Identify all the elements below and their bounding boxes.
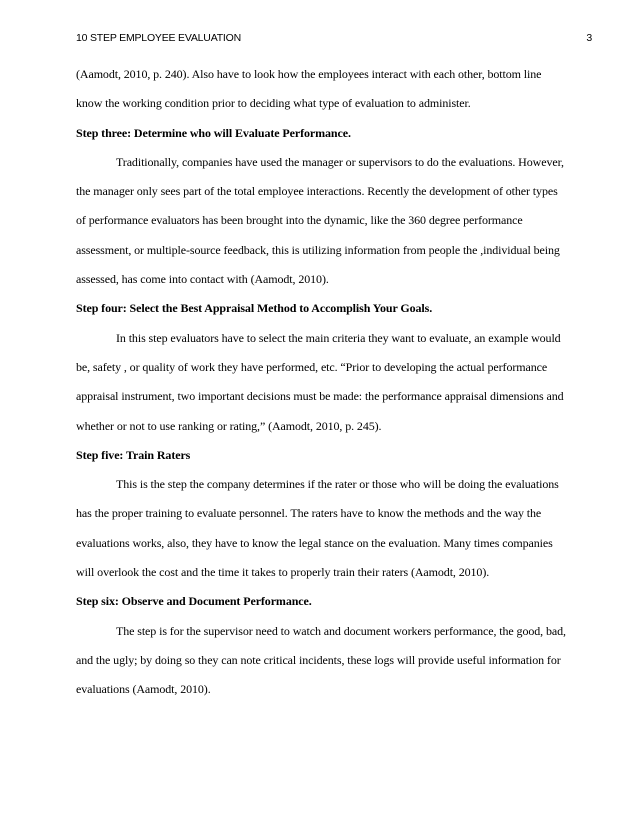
step-four-heading: Step four: Select the Best Appraisal Method to Accomplish Your Goals. <box>76 301 433 316</box>
paragraph-first-line: This is the step the company determines if the rater or those who will be doing the evaluations <box>116 477 559 492</box>
body-line: assessed, has come into contact with (Aamodt, 2010). <box>76 272 329 287</box>
body-line: of performance evaluators has been brought into the dynamic, like the 360 degree performance <box>76 213 523 228</box>
page-number: 3 <box>586 32 592 44</box>
body-line: and the ugly; by doing so they can note critical incidents, these logs will provide useful information for <box>76 652 561 667</box>
body-line: know the working condition prior to deciding what type of evaluation to administer. <box>76 96 471 111</box>
body-line: will overlook the cost and the time it takes to properly train their raters (Aamodt, 2010). <box>76 565 490 580</box>
body-line: has the proper training to evaluate personnel. The raters have to know the methods and the way the <box>76 506 542 521</box>
header-title: 10 STEP EMPLOYEE EVALUATION <box>76 32 241 44</box>
body-line: assessment, or multiple-source feedback, this is utilizing information from people the ,individual being <box>76 242 560 257</box>
body-line: be, safety , or quality of work they have performed, etc. “Prior to developing the actual performance <box>76 359 548 374</box>
running-header <box>76 32 592 48</box>
body-line: evaluations (Aamodt, 2010). <box>76 682 211 697</box>
paragraph-first-line: In this step evaluators have to select the main criteria they want to evaluate, an example would <box>116 330 561 345</box>
step-five-heading: Step five: Train Raters <box>76 447 191 462</box>
paragraph-first-line: The step is for the supervisor need to watch and document workers performance, the good, bad, <box>116 623 566 638</box>
body-line: (Aamodt, 2010, p. 240). Also have to look how the employees interact with each other, bottom line <box>76 67 542 81</box>
step-six-heading: Step six: Observe and Document Performance. <box>76 594 312 609</box>
paragraph-first-line: Traditionally, companies have used the manager or supervisors to do the evaluations. However, <box>116 154 564 169</box>
body-line: whether or not to use ranking or rating,” (Aamodt, 2010, p. 245). <box>76 418 382 433</box>
body-line: appraisal instrument, two important decisions must be made: the performance appraisal dimensions and <box>76 389 564 404</box>
document-body <box>76 60 592 705</box>
step-three-heading: Step three: Determine who will Evaluate Performance. <box>76 125 351 140</box>
body-line: evaluations works, also, they have to know the legal stance on the evaluation. Many times companies <box>76 535 553 550</box>
body-line: the manager only sees part of the total employee interactions. Recently the development of other types <box>76 184 558 199</box>
